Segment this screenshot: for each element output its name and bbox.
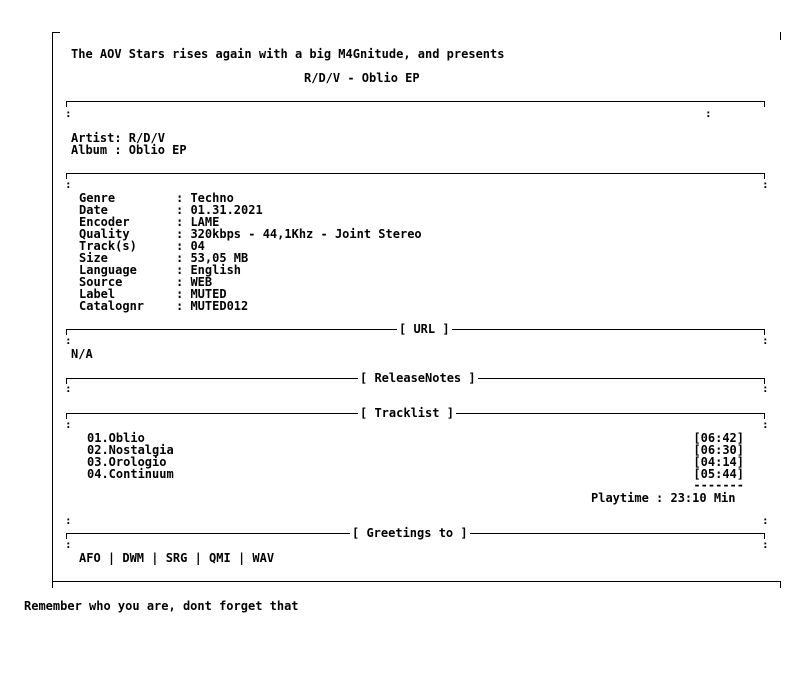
artist-line: Artist: R/D/V (71, 131, 165, 145)
info-value: : 53,05 MB (176, 251, 249, 265)
box-dot: : (762, 418, 769, 431)
greetings-list: AFO | DWM | SRG | QMI | WAV (79, 551, 275, 565)
release-title: R/D/V - Oblio EP (304, 71, 420, 85)
box-dot: : (762, 382, 769, 395)
box-divider (66, 173, 765, 174)
playtime: Playtime : 23:10 Min (591, 491, 736, 505)
info-value: : Techno (176, 191, 234, 205)
outer-frame-bottom (52, 581, 781, 582)
info-value: : 04 (176, 239, 205, 253)
track-title: 02.Nostalgia (87, 443, 174, 457)
info-key: Size (79, 251, 108, 265)
box-dot: : (65, 107, 72, 120)
footer-text: Remember who you are, dont forget that (24, 599, 299, 613)
box-dot: : (762, 178, 769, 191)
info-value: : MUTED (176, 287, 227, 301)
info-value: : LAME (176, 215, 220, 229)
info-key: Quality (79, 227, 130, 241)
box-dot: : (65, 514, 72, 527)
track-time: [05:44] (693, 467, 744, 481)
track-time: [06:30] (693, 443, 744, 457)
box-dot: : (65, 334, 72, 347)
info-key: Date (79, 203, 108, 217)
outer-frame-right (780, 32, 781, 40)
info-key: Language (79, 263, 137, 277)
outer-frame-top (52, 32, 60, 33)
box-dot: : (65, 418, 72, 431)
track-time: [06:42] (693, 431, 744, 445)
info-key: Catalognr (79, 299, 145, 313)
box-dot: : (65, 178, 72, 191)
box-dot: : (762, 538, 769, 551)
box-dot: : (762, 334, 769, 347)
info-key: Track(s) (79, 239, 137, 253)
track-time: [04:14] (693, 455, 744, 469)
info-key: Source (79, 275, 123, 289)
info-key: Genre (79, 191, 116, 205)
tracklist-header: [ Tracklist ] (360, 406, 454, 420)
track-title: 01.Oblio (87, 431, 145, 445)
outer-frame-left (52, 32, 53, 588)
box-dot: : (65, 382, 72, 395)
track-title: 03.Orologio (87, 455, 167, 469)
box-dot: : (705, 107, 712, 120)
info-value: : 01.31.2021 (176, 203, 263, 217)
url-value: N/A (71, 347, 93, 361)
album-line: Album : Oblio EP (71, 143, 187, 157)
info-value: : WEB (176, 275, 213, 289)
intro-line: The AOV Stars rises again with a big M4Gnitude, and presents (71, 47, 505, 61)
info-key: Label (79, 287, 116, 301)
greetings-header: [ Greetings to ] (352, 526, 468, 540)
box-corner-right (764, 101, 765, 107)
box-divider (66, 101, 765, 102)
info-value: : MUTED012 (176, 299, 249, 313)
release-notes-header: [ ReleaseNotes ] (360, 371, 476, 385)
url-section-header: [ URL ] (399, 322, 450, 336)
box-dot: : (65, 538, 72, 551)
outer-frame-right-bottom (780, 581, 781, 588)
info-value: : English (176, 263, 242, 277)
box-dot: : (762, 514, 769, 527)
track-title: 04.Continuum (87, 467, 174, 481)
playtime-separator: ------- (693, 478, 744, 492)
info-key: Encoder (79, 215, 130, 229)
info-value: : 320kbps - 44,1Khz - Joint Stereo (176, 227, 422, 241)
